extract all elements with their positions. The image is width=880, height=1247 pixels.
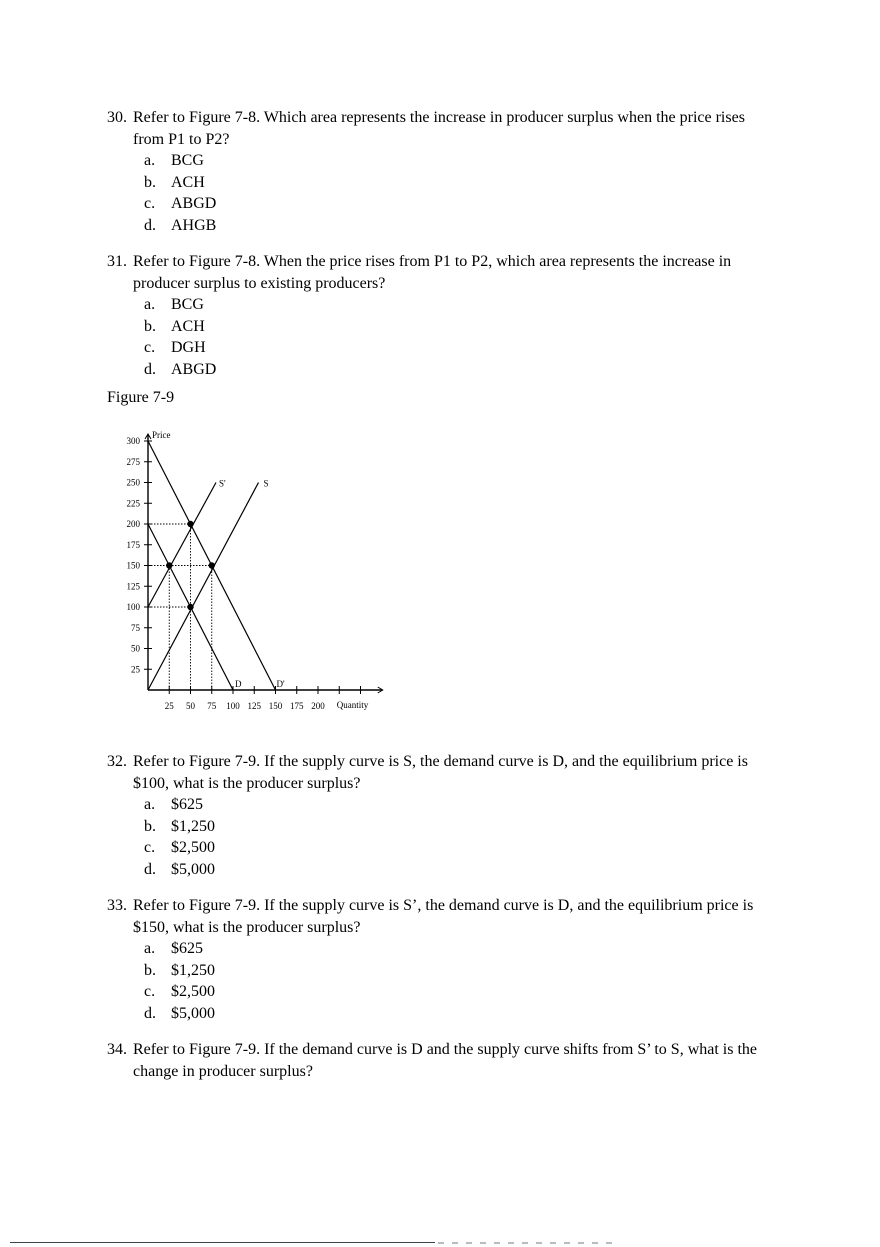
option-text: $1,250 [171,961,215,979]
curve-label: D [235,679,242,689]
supply-demand-chart [110,418,410,718]
answer-option [107,337,777,359]
option-text: ABGD [171,195,217,212]
footer-rule [10,1242,435,1243]
y-axis-label: Price [152,430,171,440]
answer-options [107,938,777,1024]
y-tick-label: 225 [126,498,140,509]
figure-caption: Figure 7-9 [107,389,175,406]
question-number: 30. [107,109,127,126]
equilibrium-point [187,604,193,610]
option-letter: d. [144,360,156,378]
answer-options [107,150,777,236]
answer-option [107,938,777,960]
answer-option [107,215,777,237]
x-axis-label: Quantity [336,700,369,710]
x-tick-label: 200 [311,701,325,711]
option-text: ACH [171,173,205,191]
x-tick-label: 25 [164,701,174,711]
equilibrium-point [187,521,193,527]
y-tick-label: 300 [126,436,140,446]
option-letter: c. [144,983,156,1000]
option-text: $1,250 [171,817,215,835]
option-letter: a. [144,796,156,813]
question-30 [107,107,777,236]
y-tick-label: 200 [126,519,140,529]
option-letter: a. [144,152,156,169]
question-stem: Refer to Figure 7-8. When the price rises from P1 to P2, which area represents the increase in producer surplus to existing producers? [133,253,732,292]
answer-option [107,960,777,982]
option-letter: a. [144,296,156,313]
option-letter: d. [144,1004,156,1022]
option-text: BCG [171,152,204,169]
answer-option [107,859,777,881]
y-tick-label: 175 [126,539,140,550]
question-number: 31. [107,253,127,270]
option-letter: b. [144,173,156,191]
equilibrium-point [209,562,215,568]
question-number: 33. [107,897,127,914]
option-letter: b. [144,961,156,979]
curve-s [148,483,259,691]
x-tick-label: 50 [186,701,195,711]
y-tick-label: 75 [131,622,140,633]
option-text: ACH [171,317,205,335]
question-31 [107,251,777,380]
option-letter: d. [144,860,156,878]
question-34 [107,1039,777,1082]
question-stem: Refer to Figure 7-8. Which area represents the increase in producer surplus when the price rises from P1 to P2? [133,109,745,148]
x-tick-label: 175 [290,701,304,711]
answer-option [107,816,777,838]
option-letter: b. [144,817,156,835]
figure-7-9-chart [110,418,410,718]
option-letter: b. [144,317,156,335]
answer-option [107,1003,777,1025]
answer-options [107,294,777,380]
x-tick-label: 75 [207,701,217,711]
option-letter: d. [144,216,156,234]
question-number: 34. [107,1041,127,1058]
curve-label: D' [276,679,285,689]
answer-option [107,837,777,859]
y-tick-label: 125 [126,581,140,592]
answer-option [107,316,777,338]
equilibrium-point [166,562,172,568]
option-letter: a. [144,940,156,957]
option-text: AHGB [171,216,217,234]
question-stem: Refer to Figure 7-9. If the demand curve is D and the supply curve shifts from S’ to S, what is the change in producer surplus? [133,1041,758,1080]
y-tick-label: 250 [126,477,140,488]
option-text: BCG [171,296,204,313]
answer-option [107,294,777,316]
y-tick-label: 100 [126,602,140,612]
question-33 [107,895,777,1024]
curve-label: S' [219,478,226,489]
option-text: $625 [171,796,203,813]
option-text: $2,500 [171,983,215,1000]
y-tick-label: 275 [126,456,140,467]
answer-option [107,794,777,816]
option-letter: c. [144,839,156,856]
option-text: ABGD [171,360,217,378]
answer-option [107,150,777,172]
answer-option [107,359,777,381]
y-tick-label: 50 [131,643,140,654]
question-32 [107,751,777,880]
option-letter: c. [144,195,156,212]
question-number: 32. [107,753,127,770]
y-tick-label: 150 [126,560,140,571]
question-stem: Refer to Figure 7-9. If the supply curve is S, the demand curve is D, and the equilibrium price is $100, what is the producer surplus? [133,753,748,792]
option-text: $5,000 [171,1004,215,1022]
option-text: $2,500 [171,839,215,856]
x-tick-label: 100 [226,701,240,711]
question-stem: Refer to Figure 7-9. If the supply curve is S’, the demand curve is D, and the equilibrium price is $150, what is the producer surplus? [133,897,754,936]
x-tick-label: 150 [268,701,283,711]
answer-option [107,172,777,194]
footer-artifact [438,1242,618,1244]
option-letter: c. [144,339,156,356]
option-text: DGH [171,339,206,356]
answer-option [107,981,777,1003]
answer-options [107,794,777,880]
y-tick-label: 25 [131,664,140,675]
x-tick-label: 125 [247,701,261,711]
option-text: $5,000 [171,860,215,878]
answer-option [107,193,777,215]
option-text: $625 [171,940,203,957]
curve-label: S [263,478,269,489]
